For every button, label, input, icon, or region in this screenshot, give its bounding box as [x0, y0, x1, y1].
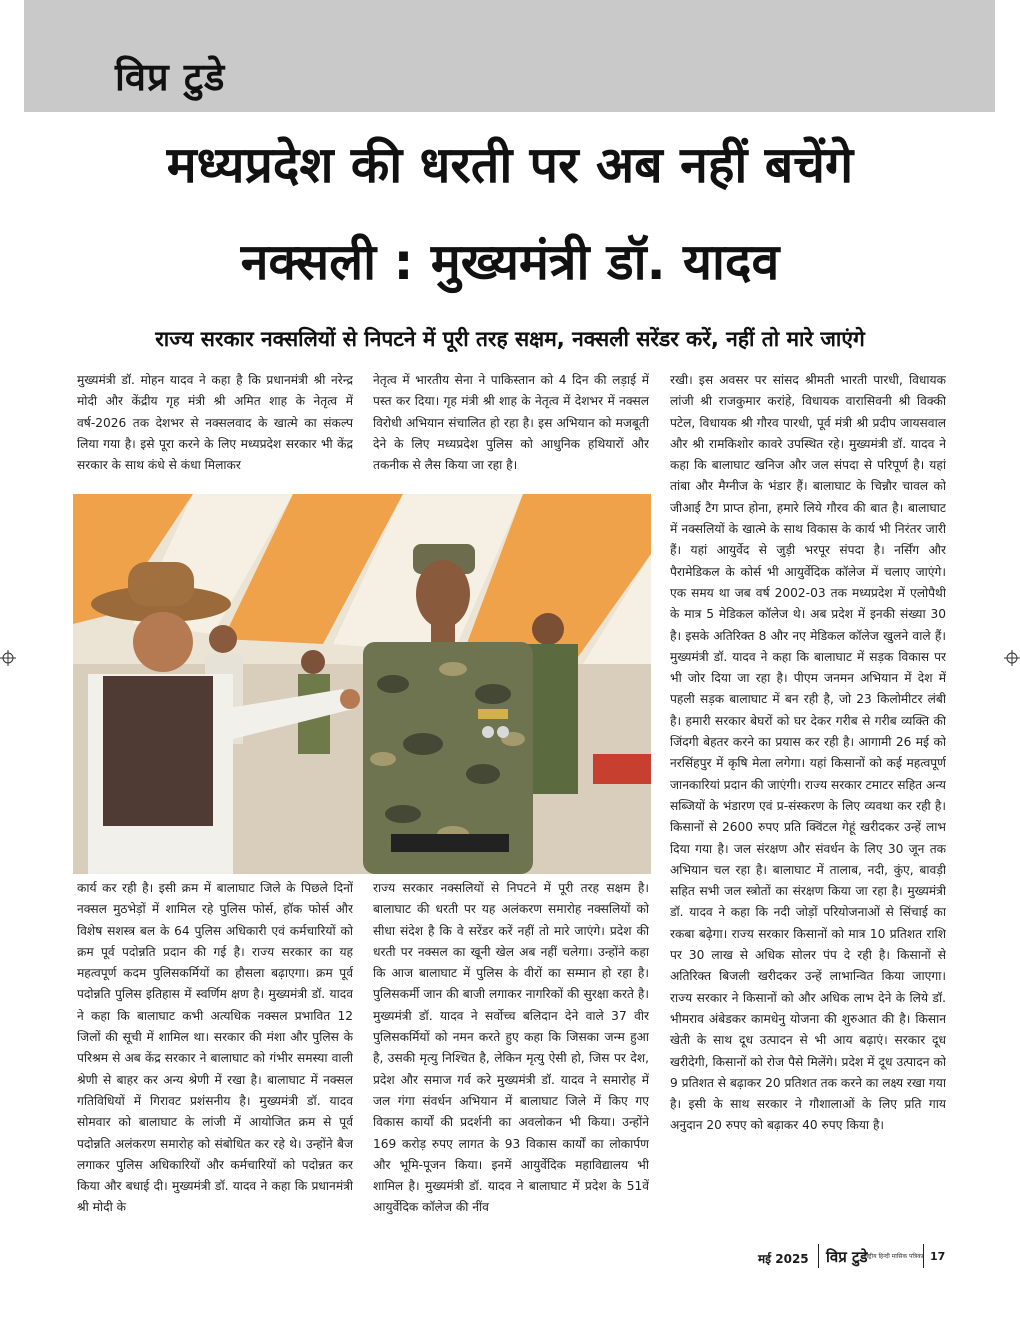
footer-divider — [818, 1244, 819, 1268]
footer-date: मई 2025 — [758, 1252, 809, 1266]
news-photo — [73, 494, 651, 874]
footer-divider-2 — [923, 1244, 924, 1268]
article-column-1-top: मुख्यमंत्री डॉ. मोहन यादव ने कहा है कि प्रधानमंत्री श्री नरेन्द्र मोदी और केंद्रीय गृह मंत्री श्री अमित शाह के नेतृत्व में वर्ष-2026 तक देशभर से नक्सलवाद के खात्मे का संकल्प लिया गया है। इसे पूरा करने के लिए मध्यप्रदेश सरकार भी केंद्र सरकार के साथ कंधे से कंधा मिलाकर — [77, 373, 353, 473]
footer-tagline: राष्ट्रीय हिन्दी मासिक पत्रिका — [864, 1253, 924, 1260]
article-column-2-top: नेतृत्व में भारतीय सेना ने पाकिस्तान को 4 दिन की लड़ाई में पस्त कर दिया। गृह मंत्री श्री शाह के नेतृत्व में देशभर में नक्सल विरोधी अभियान संचालित हो रहा है। इस अभियान को मजबूती देने के लिए मध्यप्रदेश पुलिस को आधुनिक हथियारों और तकनीक से लैस किया जा रहा है। — [373, 373, 649, 473]
article-column-1-bottom: कार्य कर रही है। इसी क्रम में बालाघाट जिले के पिछले दिनों नक्सल मुठभेड़ों में शामिल रहे पुलिस फोर्स, हॉक फोर्स और विशेष सशस्त्र बल के 64 पुलिस अधिकारी एवं कर्मचारियों को क्रम पूर्व पदोन्नति प्रदान की गई है। राज्य सरकार का यह महत्वपूर्ण कदम पुलिसकर्मियों का हौसला बढ़ाएगा। क्रम पूर्व पदोन्नति पुलिस इतिहास में स्वर्णिम क्षण है। मुख्यमंत्री डॉ. यादव ने कहा कि बालाघाट कभी अत्यधिक नक्सल प्रभावित 12 जिलों की सूची में शामिल था। सरकार की मंशा और पुलिस के परिश्रम से अब केंद्र सरकार ने बालाघाट को गंभीर समस्या वाली श्रेणी से बाहर कर अन्य श्रेणी में रखा है। बालाघाट में नक्सल गतिविधियों में गिरावट प्रशंसनीय है। मुख्यमंत्री डॉ. यादव सोमवार को बालाघाट के लांजी में आयोजित क्रम से पूर्व पदोन्नति अलंकरण समारोह को संबोधित कर रहे थे। उन्होंने बैज लगाकर पुलिस अधिकारियों और कर्मचारियों को पदोन्नत कर किया और बधाई दी। मुख्यमंत्री डॉ. यादव ने कहा कि प्रधानमंत्री श्री मोदी के — [77, 881, 353, 1215]
registration-mark-right-icon — [1004, 650, 1020, 666]
registration-mark-left-icon — [0, 650, 16, 666]
page-number: 17 — [930, 1250, 946, 1263]
subheadline: राज्य सरकार नक्सलियों से निपटने में पूरी तरह सक्षम, नक्सली सरेंडर करें, नहीं तो मारे जाएंगे — [155, 327, 865, 351]
footer-brand: विप्र टुडे — [826, 1248, 868, 1266]
photo-illustration — [73, 494, 651, 874]
article-column-3: रखी। इस अवसर पर सांसद श्रीमती भारती पारधी, विधायक लांजी श्री राजकुमार करांहे, विधायक वारासिवनी श्री विक्की पटेल, विधायक श्री गौरव पारधी, पूर्व मंत्री श्री प्रदीप जायसवाल और श्री रामकिशोर कावरे उपस्थित रहे। मुख्यमंत्री डॉ. यादव ने कहा कि बालाघाट खनिज और जल संपदा से परिपूर्ण है। यहां तांबा और मैग्नीज के भंडार हैं। बालाघाट के चिन्नौर चावल को जीआई टैग प्राप्त होना, हमारे लिये गौरव की बात है। बालाघाट में नक्सलियों के खात्मे के साथ विकास के कार्य भी निरंतर जारी हैं। यहां आयुर्वेद से जुड़ी भरपूर संपदा है। नर्सिंग और पैरामेडिकल के कोर्स भी आयुर्वेदिक कॉलेज में चलाए जाएंगे। एक समय था जब वर्ष 2002-03 तक मध्यप्रदेश में एलोपैथी के मात्र 5 मेडिकल कॉलेज थे। अब प्रदेश में इनकी संख्या 30 है। इसके अतिरिक्त 8 और नए मेडिकल कॉलेज खुलने वाले हैं। मुख्यमंत्री डॉ. यादव ने कहा कि बालाघाट में सड़क विकास पर भी जोर दिया जा रहा है। पीएम जनमन अभियान में देश में पहली सड़क बालाघाट में बन रही है, जो 23 किलोमीटर लंबी है। हमारी सरकार बेघरों को घर देकर गरीब से गरीब व्यक्ति की जिंदगी बेहतर करने का प्रयास कर रही है। आगामी 26 मई को नरसिंहपुर में कृषि मेला लगेगा। यहां किसानों को कई महत्वपूर्ण जानकारियां प्रदान की जाएंगी। राज्य सरकार टमाटर सहित अन्य सब्जियों के भंडारण एवं प्र-संस्करण के लिए व्यवथा कर रही है। किसानों से 2600 रुपए प्रति क्विंटल गेहूं खरीदकर उन्हें लाभ दिया गया है। जल संरक्षण और संवर्धन के लिए 30 जून तक अभियान चल रहा है। बालाघाट में तालाब, नदी, कुंए, बावड़ी सहित सभी जल स्त्रोतों का संरक्षण किया जा रहा है। मुख्यमंत्री डॉ. यादव ने कहा कि नदी जोड़ों परियोजनाओं से सिंचाई का रकबा बढ़ेगा। राज्य सरकार किसानों को मात्र 10 प्रतिशत राशि पर 30 लाख से अधिक सोलर पंप दे रही है। किसानों से अतिरिक्त बिजली खरीदकर उन्हें लाभान्वित किया जाएगा। राज्य सरकार ने किसानों को और अधिक लाभ देने के लिये डॉ. भीमराव अंबेडकर कामधेनु योजना की शुरुआत की है। किसान खेती के साथ दूध उत्पादन से भी आय बढ़ाएं। सरकार दूध खरीदेगी, किसानों को रोज पैसे मिलेंगे। प्रदेश में दूध उत्पादन को 9 प्रतिशत से बढ़ाकर 20 प्रतिशत तक करने का लक्ष्य रखा गया है। इसी के साथ सरकार ने गौशालाओं के लिए प्रति गाय अनुदान 20 रुपए को बढ़ाकर 40 रुपए किया है। — [670, 373, 946, 1133]
headline-line-1: मध्यप्रदेश की धरती पर अब नहीं बचेंगे — [166, 136, 854, 194]
masthead-title: विप्र टुडे — [115, 55, 226, 99]
headline-line-2: नक्सली : मुख्यमंत्री डॉ. यादव — [240, 233, 780, 291]
article-column-2-bottom: राज्य सरकार नक्सलियों से निपटने में पूरी तरह सक्षम है। बालाघाट की धरती पर यह अलंकरण समारोह नक्सलियों को सीधा संदेश है कि वे सरेंडर करें नहीं तो मारे जाएंगे। प्रदेश की धरती पर नक्सल का खूनी खेल अब नहीं चलेगा। उन्होंने कहा कि आज बालाघाट में पुलिस के वीरों का सम्मान हो रहा है। पुलिसकर्मी जान की बाजी लगाकर नागरिकों की सुरक्षा करते है। मुख्यमंत्री डॉ. यादव ने सर्वोच्च बलिदान देने वाले 37 वीर पुलिसकर्मियों को नमन करते हुए कहा कि जिसका जन्म हुआ है, उसकी मृत्यु निश्चित है, लेकिन मृत्यु ऐसी हो, जिस पर देश, प्रदेश और समाज गर्व करे मुख्यमंत्री डॉ. यादव ने समारोह में जल गंगा संवर्धन अभियान में बालाघाट जिले में किए गए विकास कार्यों की प्रदर्शनी का अवलोकन भी किया। उन्होंने 169 करोड़ रुपए लागत के 93 विकास कार्यों का लोकार्पण और भूमि-पूजन किया। इनमें आयुर्वेदिक महाविद्यालय भी शामिल है। मुख्यमंत्री डॉ. यादव ने बालाघाट में प्रदेश के 51वें आयुर्वेदिक कॉलेज की नींव — [373, 881, 649, 1215]
